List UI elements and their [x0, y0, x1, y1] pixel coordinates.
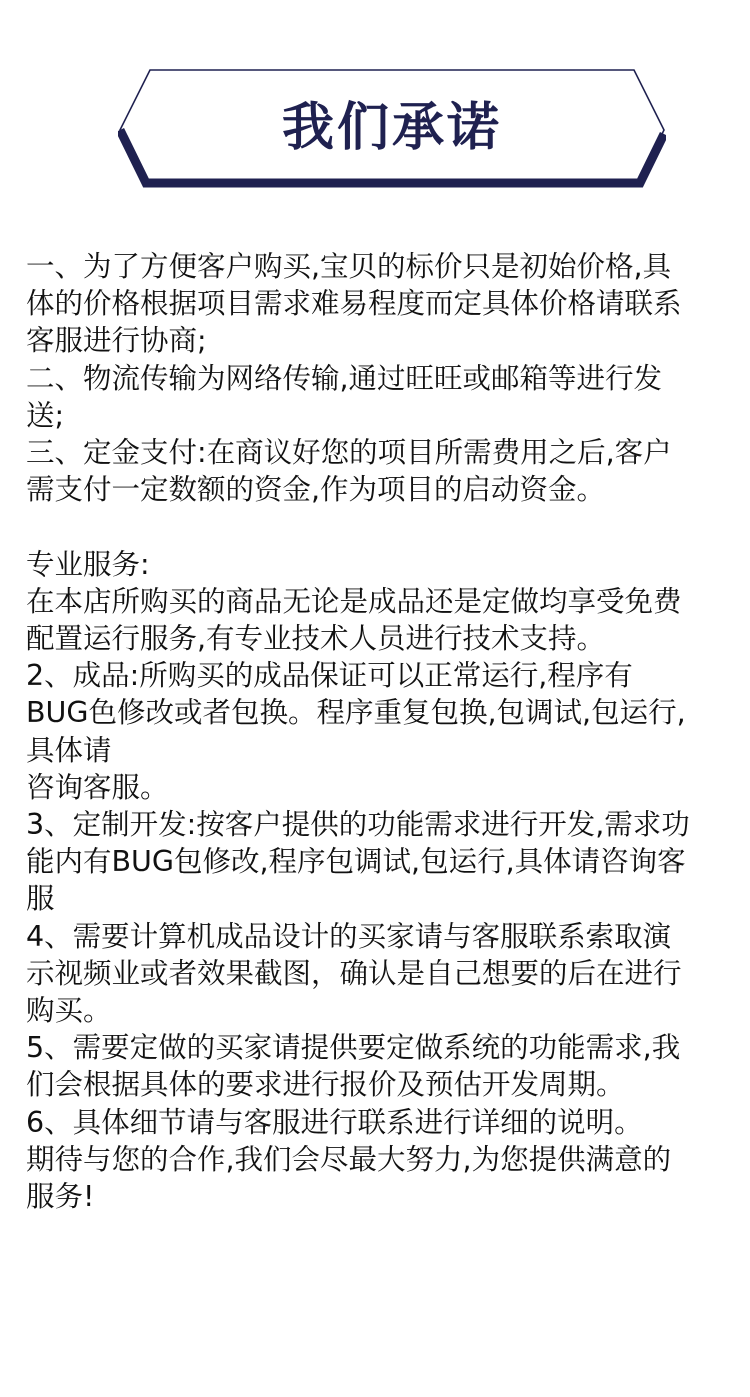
- text-line: 三、定金支付:在商议好您的项目所需费用之后,客户: [26, 436, 672, 470]
- text-line: BUG色修改或者包换。程序重复包换,包调试,包运行,: [26, 696, 686, 730]
- blank-line: [26, 508, 726, 545]
- promise-banner: [118, 68, 666, 196]
- text-line: 具体请: [26, 733, 112, 767]
- text-line: 能内有BUG包修改,程序包调试,包运行,具体请咨询客: [26, 845, 686, 879]
- text-line: 一、为了方便客户购买,宝贝的标价只是初始价格,具: [26, 250, 672, 283]
- text-line: 体的价格根据项目需求难易程度而定具体价格请联系: [26, 287, 682, 321]
- text-line: 购买。: [26, 994, 112, 1028]
- text-line: 2、成品:所购买的成品保证可以正常运行,程序有: [26, 659, 633, 693]
- text-line: 6、具体细节请与客服进行联系进行详细的说明。: [26, 1105, 643, 1139]
- text-line: 需支付一定数额的资金,作为项目的启动资金。: [26, 473, 606, 507]
- text-line: 5、需要定做的买家请提供要定做系统的功能需求,我: [26, 1031, 681, 1065]
- text-line: 专业服务:: [26, 547, 150, 581]
- text-line: 咨询客服。: [26, 770, 169, 804]
- text-line: 服: [26, 882, 55, 916]
- text-line: 二、物流传输为网络传输,通过旺旺或邮箱等进行发: [26, 361, 663, 395]
- text-line: 示视频业或者效果截图，确认是自己想要的后在进行: [26, 956, 682, 990]
- text-line: 客服进行协商;: [26, 324, 207, 358]
- banner-title: 我们承诺: [281, 98, 502, 158]
- text-line: 在本店所购买的商品无论是成品还是定做均享受免费: [26, 584, 682, 618]
- text-line: 服务!: [26, 1180, 95, 1214]
- text-line: 们会根据具体的要求进行报价及预估开发周期。: [26, 1068, 625, 1102]
- text-line: 3、定制开发:按客户提供的功能需求进行开发,需求功: [26, 808, 690, 842]
- text-line: 配置运行服务,有专业技术人员进行技术支持。: [26, 622, 606, 656]
- text-line: 期待与您的合作,我们会尽最大努力,为您提供满意的: [26, 1142, 672, 1176]
- text-line: 4、需要计算机成品设计的买家请与客服联系索取演: [26, 919, 672, 953]
- text-line: 送;: [26, 398, 65, 432]
- promise-text-body: [26, 248, 726, 1215]
